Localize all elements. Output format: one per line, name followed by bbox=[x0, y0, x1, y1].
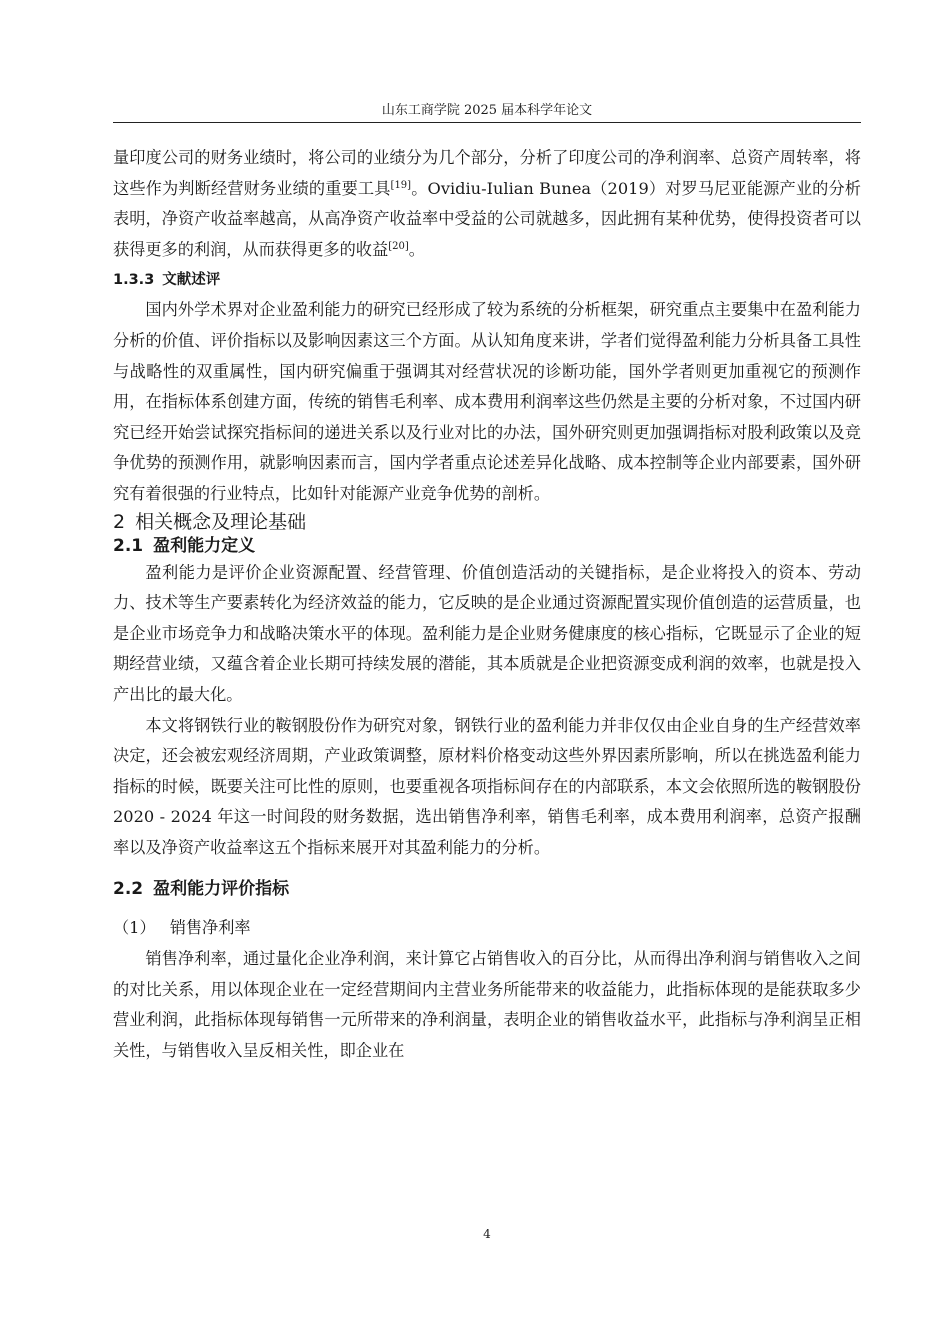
section-heading-1-3-3: 1.3.3 文献述评 bbox=[113, 272, 221, 289]
page-number: 4 bbox=[483, 1227, 491, 1241]
chapter-heading-2: 2 相关概念及理论基础 bbox=[113, 510, 307, 533]
continued-paragraph: 量印度公司的财务业绩时，将公司的业绩分为几个部分，分析了印度公司的净利润率、总资产周转率，将这些作为判断经营财务业绩的重要工具[19]。Ovidiu-Iulian Bunea（2019）对罗马尼亚能源产业的分析表明，净资产收益率越高，从高净资产收益率中受益的公司就越多，因此拥有某种优势，使得投资者可以获得更多的利润，从而获得更多的收益[20]。 bbox=[113, 148, 861, 259]
page-header bbox=[113, 103, 861, 119]
body-text bbox=[113, 143, 861, 1066]
section-heading-2-1: 2.1 盈利能力定义 bbox=[113, 535, 256, 556]
literature-review-paragraph: 国内外学术界对企业盈利能力的研究已经形成了较为系统的分析框架，研究重点主要集中在盈利能力分析的价值、评价指标以及影响因素这三个方面。从认知角度来讲，学者们觉得盈利能力分析具备工具性与战略性的双重属性，国内研究偏重于强调其对经营状况的诊断功能，国外学者则更加重视它的预测作用，在指标体系创建方面，传统的销售毛利率、成本费用利润率这些仍然是主要的分析对象，不过国内研究已经开始尝试探究指标间的递进关系以及行业对比的办法，国外研究则更加强调指标对股利政策以及竞争优势的预测作用，就影响因素而言，国内学者重点论述差异化战略、成本控制等企业内部要素，国外研究有着很强的行业特点，比如针对能源产业竞争优势的剖析。 bbox=[113, 300, 861, 503]
section-heading-2-2: 2.2 盈利能力评价指标 bbox=[113, 879, 290, 900]
citation-19: [19] bbox=[390, 179, 412, 191]
citation-20: [20] bbox=[388, 240, 409, 252]
profitability-definition-paragraph: 盈利能力是评价企业资源配置、经营管理、价值创造活动的关键指标，是企业将投入的资本、劳动力、技术等生产要素转化为经济效益的能力，它反映的是企业通过资源配置实现价值创造的运营质量，也是企业市场竞争力和战略决策水平的体现。盈利能力是企业财务健康度的核心指标，它既显示了企业的短期经营业绩，又蕴含着企业长期可持续发展的潜能，其本质就是企业把资源变成利润的效率，也就是投入产出比的最大化。 bbox=[113, 562, 861, 704]
list-item-heading: （1） 销售净利率 bbox=[113, 918, 251, 938]
net-profit-margin-paragraph: 销售净利率，通过量化企业净利润，来计算它占销售收入的百分比，从而得出净利润与销售收入之间的对比关系，用以体现企业在一定经营期间内主营业务所能带来的收益能力，此指标体现的是能获取多少营业利润，此指标体现每销售一元所带来的净利润量，表明企业的销售收益水平，此指标与净利润呈正相关性，与销售收入呈反相关性，即企业在 bbox=[113, 949, 861, 1060]
header-title: 山东工商学院 2025 届本科学年论文 bbox=[381, 103, 593, 118]
research-object-paragraph: 本文将钢铁行业的鞍钢股份作为研究对象，钢铁行业的盈利能力并非仅仅由企业自身的生产经营效率决定，还会被宏观经济周期，产业政策调整，原材料价格变动这些外界因素所影响，所以在挑选盈利能力指标的时候，既要关注可比性的原则，也要重视各项指标间存在的内部联系，本文会依照所选的鞍钢股份 2020 - 2024 年这一时间段的财务数据，选出销售净利率，销售毛利率，成本费用利润率，总资产报酬率以及净资产收益率这五个指标来展开对其盈利能力的分析。 bbox=[113, 715, 861, 857]
header-rule bbox=[113, 122, 861, 123]
